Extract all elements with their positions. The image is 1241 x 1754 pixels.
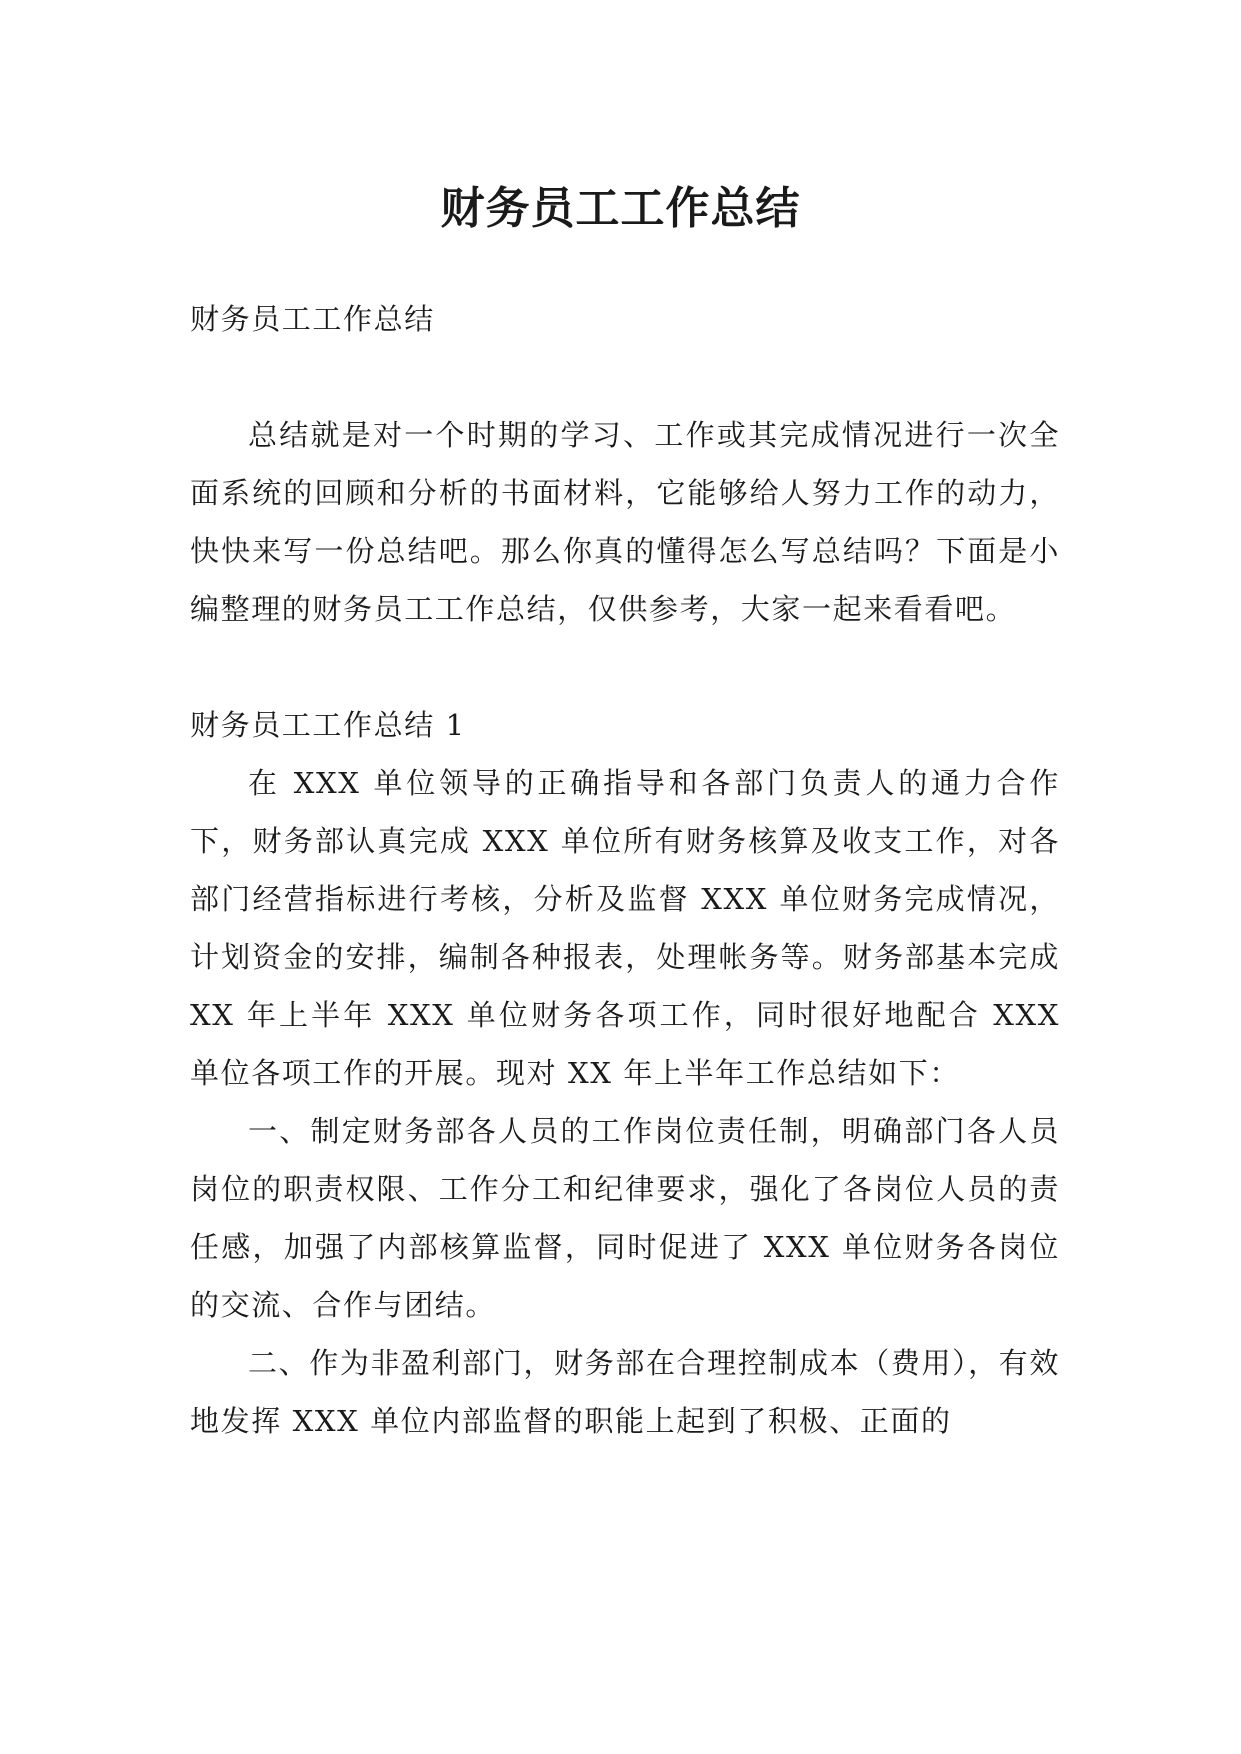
document-subtitle: 财务员工工作总结	[190, 302, 435, 336]
section-heading: 财务员工工作总结 1	[190, 708, 466, 742]
body-paragraph: 二、作为非盈利部门，财务部在合理控制成本（费用），有效地发挥 XXX 单位内部监督的职能上起到了积极、正面的	[190, 1346, 1060, 1438]
intro-paragraph: 总结就是对一个时期的学习、工作或其完成情况进行一次全面系统的回顾和分析的书面材料，它能够给人努力工作的动力，快快来写一份总结吧。那么你真的懂得怎么写总结吗？下面是小编整理的财务员工工作总结，仅供参考，大家一起来看看吧。	[190, 418, 1060, 626]
document-body	[190, 290, 1060, 1450]
body-paragraph: 一、制定财务部各人员的工作岗位责任制，明确部门各人员岗位的职责权限、工作分工和纪律要求，强化了各岗位人员的责任感，加强了内部核算监督，同时促进了 XXX 单位财务各岗位的交流、合作与团结。	[190, 1114, 1060, 1322]
body-paragraph: 在 XXX 单位领导的正确指导和各部门负责人的通力合作下，财务部认真完成 XXX 单位所有财务核算及收支工作，对各部门经营指标进行考核，分析及监督 XXX 单位财务完成情况，计划资金的安排，编制各种报表，处理帐务等。财务部基本完成 XX 年上半年 XXX 单位财务各项工作，同时很好地配合 XXX 单位各项工作的开展。现对 XX 年上半年工作总结如下：	[190, 766, 1060, 1090]
document-title: 财务员工工作总结	[440, 183, 801, 235]
